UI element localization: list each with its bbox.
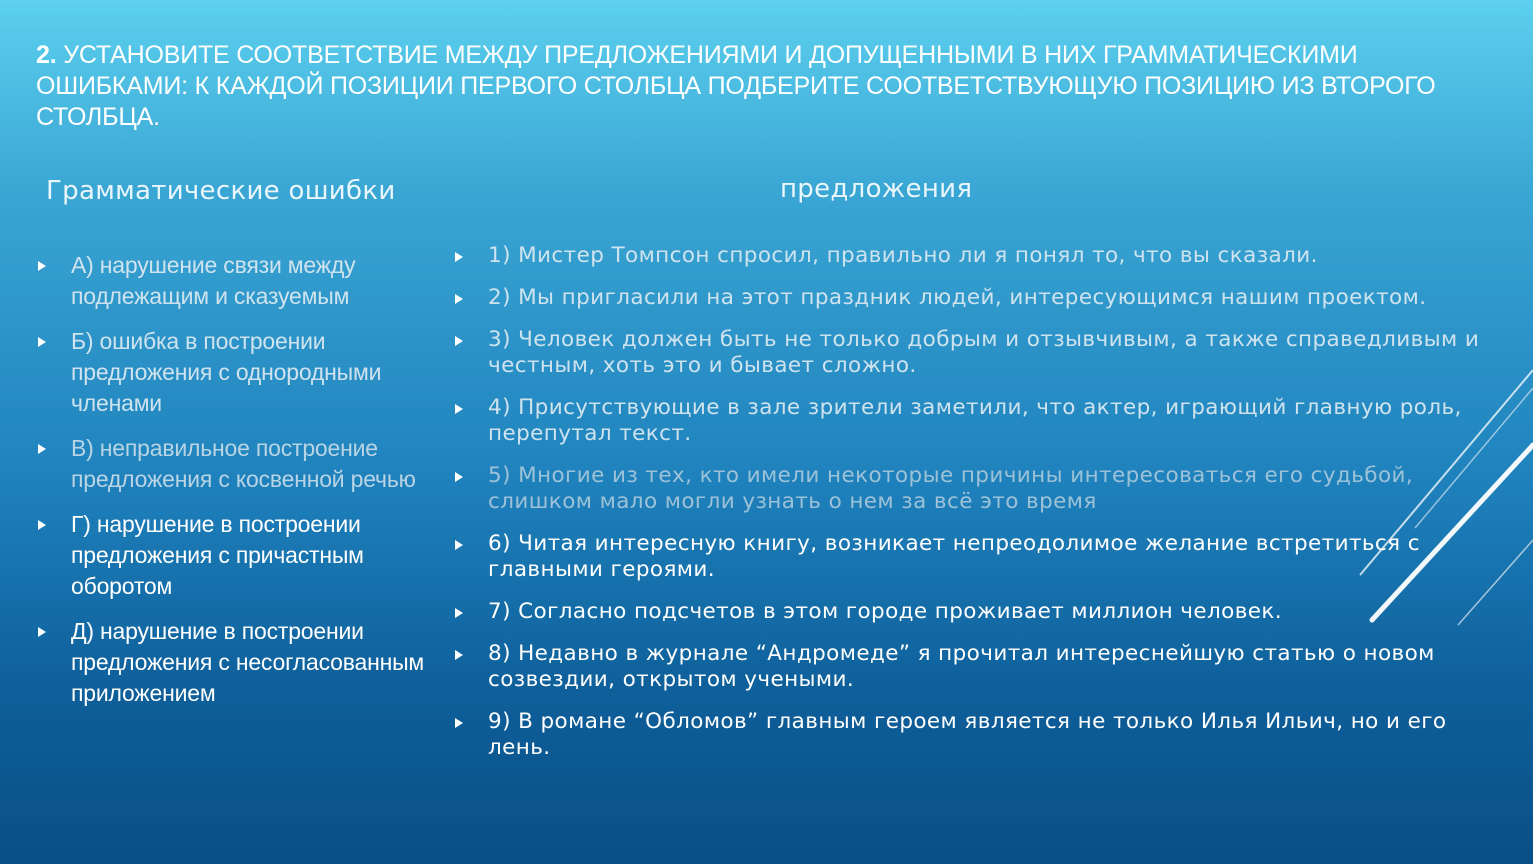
deco-line-4 [1458,540,1533,625]
sentence-text: 6) Читая интересную книгу, возникает непреодолимое желание встретиться с главными героями. [488,531,1420,582]
task-number: 2. [36,41,57,69]
error-label: Б) ошибка в построении предложения с однородными членами [71,328,382,416]
error-label: Д) нарушение в построении предложения с несогласованным приложением [71,618,425,706]
sentence-text: 9) В романе “Обломов” главным героем является не только Илья Ильич, но и его лень. [488,709,1447,760]
sentence-text: 1) Мистер Томпсон спросил, правильно ли я понял то, что вы сказали. [488,243,1318,268]
sentence-text: 7) Согласно подсчетов в этом городе проживает миллион человек. [488,599,1283,624]
task-text: УСТАНОВИТЕ СООТВЕТСТВИЕ МЕЖДУ ПРЕДЛОЖЕНИЯМИ И ДОПУЩЕННЫМИ В НИХ ГРАММАТИЧЕСКИМИ ОШИБКАМИ: К КАЖДОЙ ПОЗИЦИИ ПЕРВОГО СТОЛБЦА ПОДБЕРИТЕ СООТВЕТСТВУЮЩУЮ ПОЗИЦИЮ ИЗ ВТОРОГО СТОЛБЦА. [36,41,1436,131]
error-label: А) нарушение связи между подлежащим и сказуемым [71,252,356,309]
sentence-text: 5) Многие из тех, кто имели некоторые причины интересоваться его судьбой, слишком мало могли узнать о нем за всё это время [488,463,1414,514]
error-label: В) неправильное построение предложения с косвенной речью [71,435,416,492]
sentence-text: 8) Недавно в журнале “Андромеде” я прочитал интереснейшую статью о новом созвездии, открытом учеными. [488,641,1435,692]
sentence-text: 2) Мы пригласили на этот праздник людей, интересующимся нашим проектом. [488,285,1427,310]
sentence-text: 4) Присутствующие в зале зрители заметили, что актер, играющий главную роль, перепутал текст. [488,395,1462,446]
error-label: Г) нарушение в построении предложения с причастным оборотом [71,511,364,599]
sentence-text: 3) Человек должен быть не только добрым и отзывчивым, а также справедливым и честным, хоть это и бывает сложно. [488,327,1480,378]
errors-column-header: Грамматические ошибки [46,176,396,206]
sentences-column-header: предложения [780,174,973,204]
